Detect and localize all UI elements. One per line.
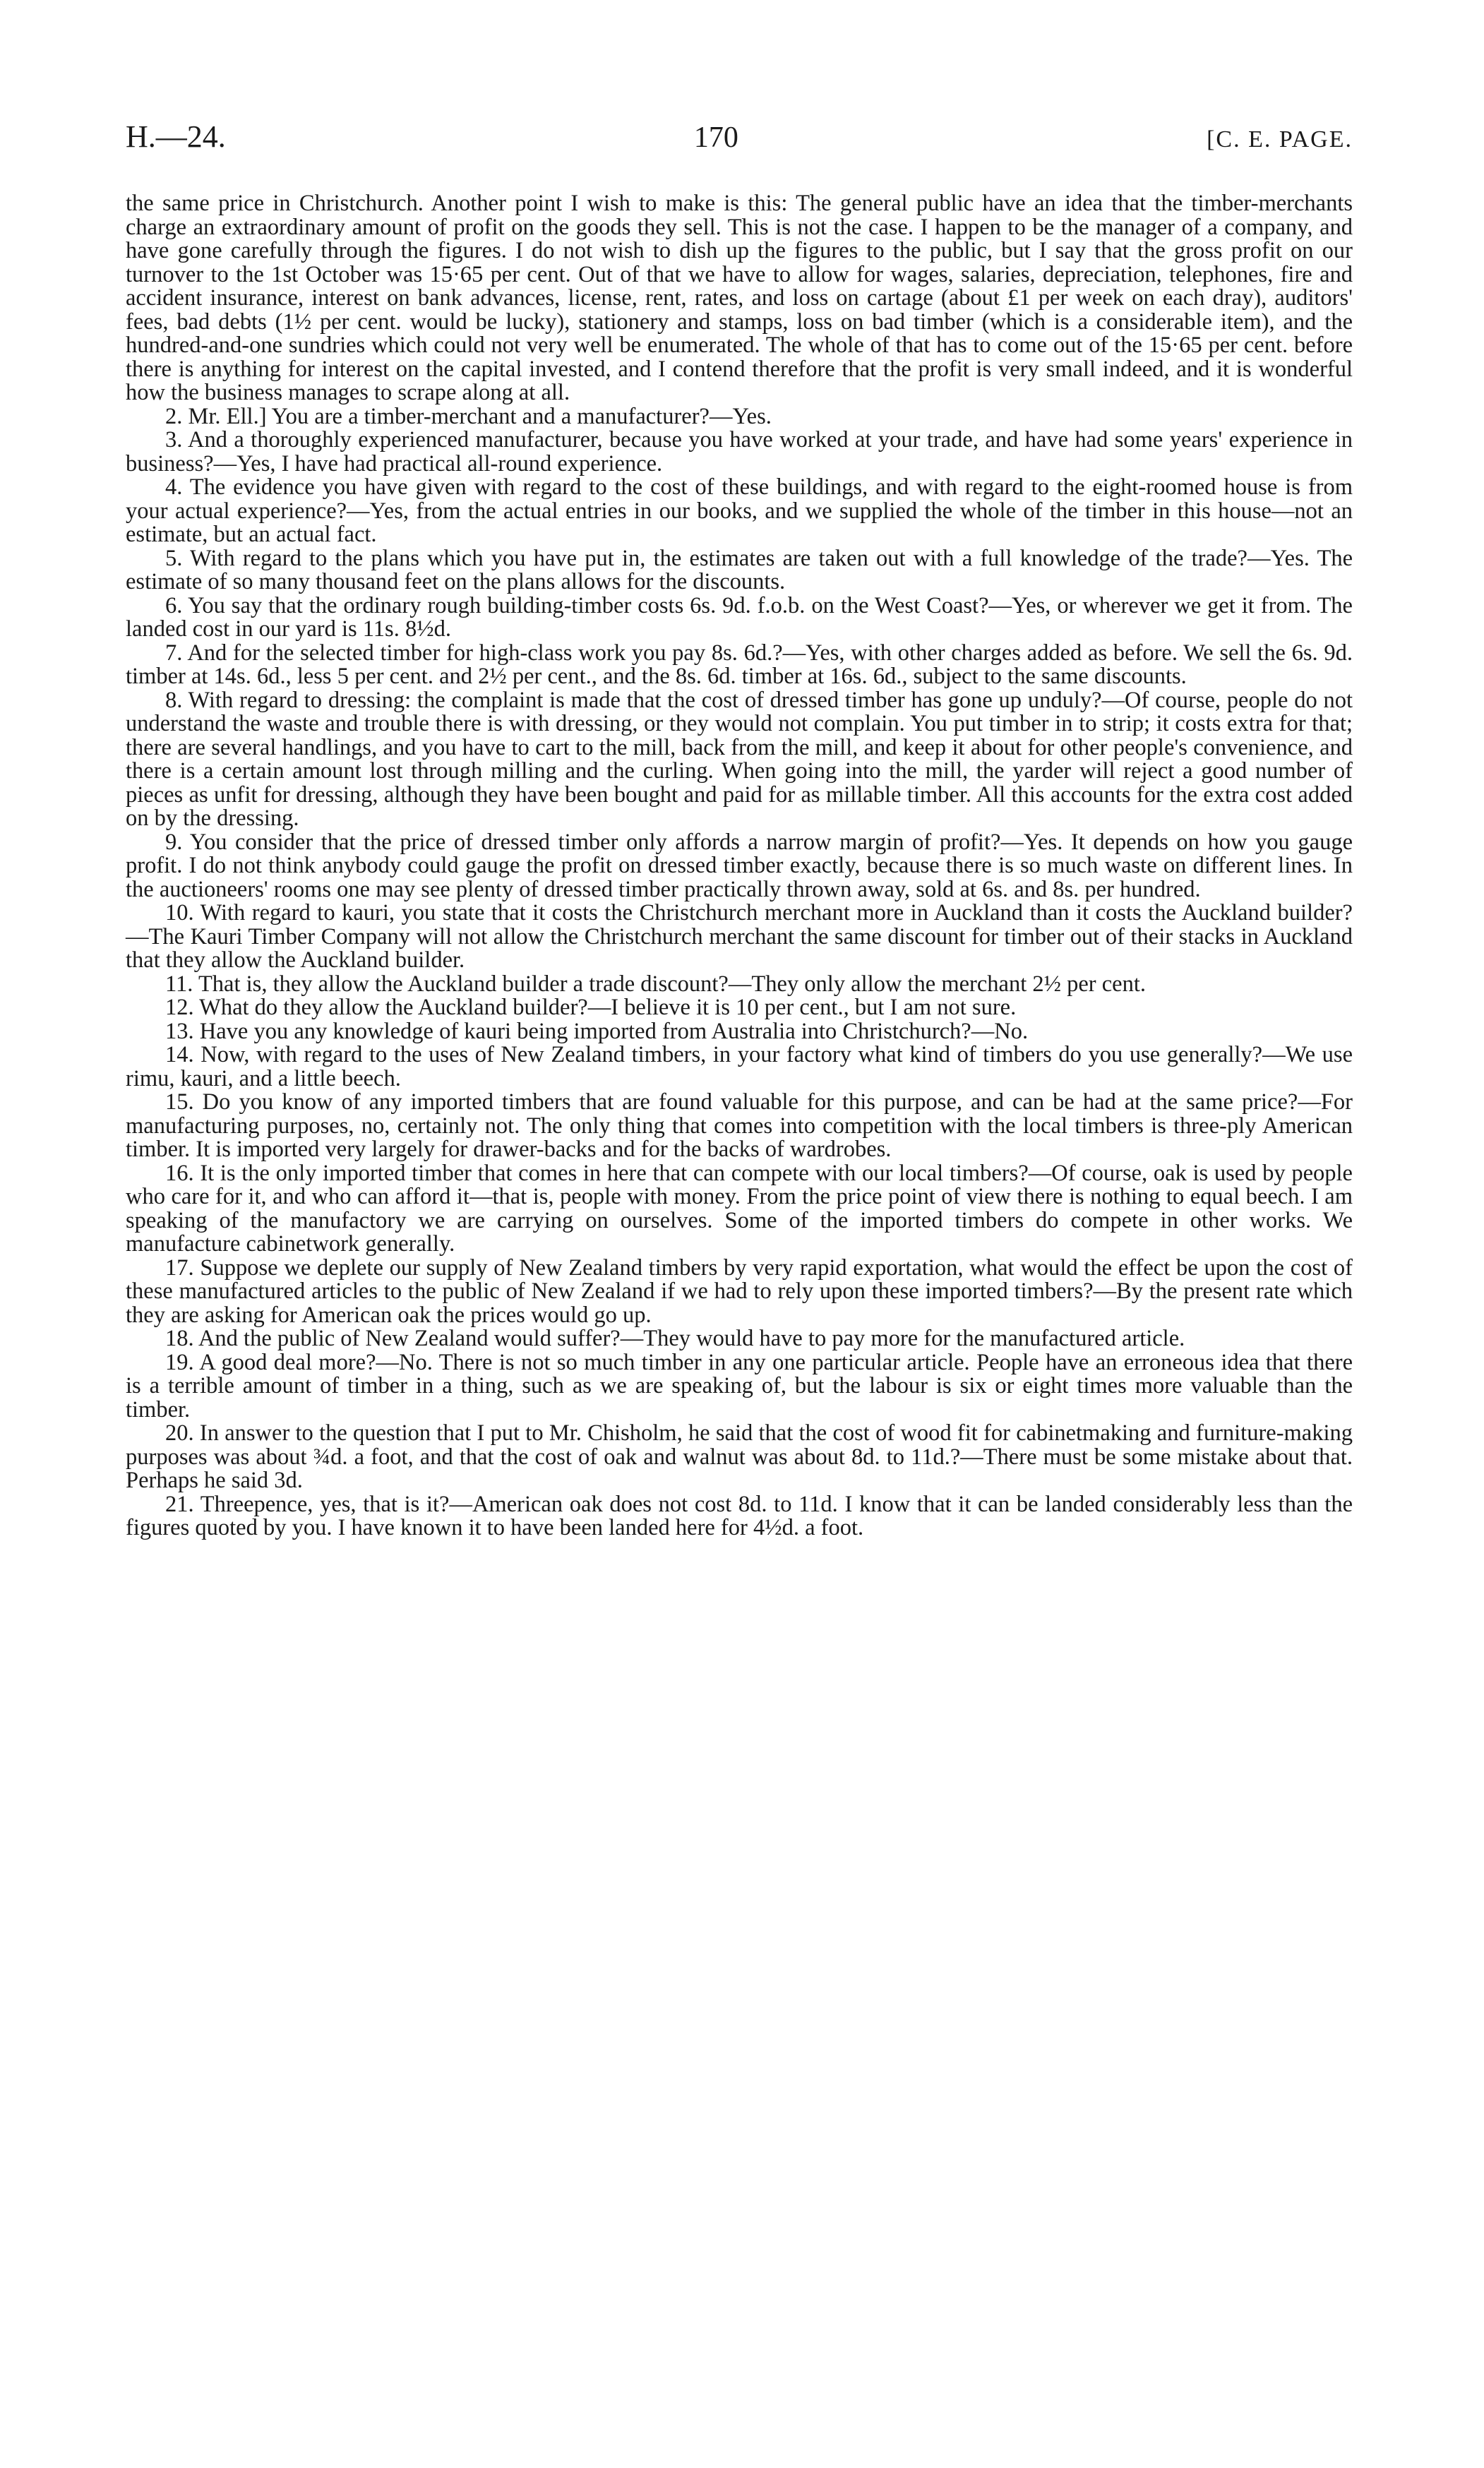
question-11: 11. That is, they allow the Auckland builder a trade discount?—They only allow the merchant 2½ per cent. <box>165 971 1146 997</box>
question-21: 21. Threepence, yes, that is it?—American oak does not cost 8d. to 11d. I know that it can be landed considerably less than the figures quoted by you. I have known it to have been landed here for 4½d. a foot. <box>126 1491 1353 1540</box>
question-16: 16. It is the only imported timber that comes in here that can compete with our local timbers?—Of course, oak is used by people who care for it, and who can afford it—that is, people with money. From the price point of view there is nothing to equal beech. I am speaking of the manufactory we are carrying on ourselves. Some of the imported timbers do compete in other works. We manufacture cabinetwork generally. <box>126 1160 1353 1257</box>
question-20: 20. In answer to the question that I put to Mr. Chisholm, he said that the cost of wood fit for cabinetmaking and furniture-making purposes was about ¾d. a foot, and that the cost of oak and walnut was about 8d. to 11d.?—There must be some mistake about that. Perhaps he said 3d. <box>126 1420 1353 1493</box>
question-8: 8. With regard to dressing: the complaint is made that the cost of dressed timber has gone up unduly?—Of course, people do not understand the waste and trouble there is with dressing, or they would not complain. You put timber in to strip; it costs extra for that; there are several handlings, and you have to cart to the mill, back from the mill, and keep it about for other people's convenience, and there is a certain amount lost through milling and the curling. When going into the mill, the yarder will reject a good number of pieces as unfit for dressing, although they have been bought and paid for as millable timber. All this accounts for the extra cost added on by the dressing. <box>126 687 1353 831</box>
question-4: 4. The evidence you have given with regard to the cost of these buildings, and with regard to the eight-roomed house is from your actual experience?—Yes, from the actual entries in our books, and we supplied the whole of the timber in this house—not an estimate, but an actual fact. <box>126 474 1353 547</box>
question-7: 7. And for the selected timber for high-class work you pay 8s. 6d.?—Yes, with other charges added as before. We sell the 6s. 9d. timber at 14s. 6d., less 5 per cent. and 2½ per cent., and the 8s. 6d. timber at 16s. 6d., subject to the same discounts. <box>126 640 1353 689</box>
question-18: 18. And the public of New Zealand would suffer?—They would have to pay more for the manufactured article. <box>165 1326 1185 1351</box>
question-9: 9. You consider that the price of dressed timber only affords a narrow margin of profit?—Yes. It depends on how you gauge profit. I do not think anybody could gauge the profit on dressed timber exactly, because there is so much waste on different lines. In the auctioneers' rooms one may see plenty of dressed timber practically thrown away, sold at 6s. and 8s. per hundred. <box>126 829 1353 902</box>
question-19: 19. A good deal more?—No. There is not so much timber in any one particular article. People have an erroneous idea that there is a terrible amount of timber in a thing, such as we are speaking of, but the labour is six or eight times more valuable than the timber. <box>126 1349 1353 1422</box>
paragraph-continuation: the same price in Christchurch. Another point I wish to make is this: The general public have an idea that the timber-merchants charge an extraordinary amount of profit on the goods they sell. This is not the case. I happen to be the manager of a company, and have gone carefully through the figures. I do not wish to dish up the figures to the public, but I say that the gross profit on our turnover to the 1st October was 15·65 per cent. Out of that we have to allow for wages, salaries, depreciation, telephones, fire and accident insurance, interest on bank advances, license, rent, rates, and loss on cartage (about £1 per week on each dray), auditors' fees, bad debts (1½ per cent. would be lucky), stationery and stamps, loss on bad timber (which is a considerable item), and the hundred-and-one sundries which could not very well be enumerated. The whole of that has to come out of the 15·65 per cent. before there is anything for interest on the capital invested, and I contend therefore that the profit is very small indeed, and it is wonderful how the business manages to scrape along at all. <box>126 191 1353 405</box>
body-text <box>126 192 1353 1540</box>
witness-name: [C. E. PAGE. <box>1207 126 1353 152</box>
question-15: 15. Do you know of any imported timbers that are found valuable for this purpose, and can be had at the same price?—For manufacturing purposes, no, certainly not. The only thing that comes into competition with the local timbers is three-ply American timber. It is imported very largely for drawer-backs and for the backs of wardrobes. <box>126 1089 1353 1162</box>
question-2: 2. Mr. Ell.] You are a timber-merchant and a manufacturer?—Yes. <box>165 403 772 429</box>
question-17: 17. Suppose we deplete our supply of New Zealand timbers by very rapid exportation, what would the effect be upon the cost of these manufactured articles to the public of New Zealand if we had to rely upon these imported timbers?—By the present rate which they are asking for American oak the prices would go up. <box>126 1254 1353 1328</box>
question-3: 3. And a thoroughly experienced manufacturer, because you have worked at your trade, and have had some years' experience in business?—Yes, I have had practical all-round experience. <box>126 427 1353 477</box>
question-10: 10. With regard to kauri, you state that it costs the Christchurch merchant more in Auckland than it costs the Auckland builder?—The Kauri Timber Company will not allow the Christchurch merchant the same discount for timber out of their stacks in Auckland that they allow the Auckland builder. <box>126 900 1353 973</box>
question-13: 13. Have you any knowledge of kauri being imported from Australia into Christchurch?—No. <box>165 1018 1029 1044</box>
question-14: 14. Now, with regard to the uses of New Zealand timbers, in your factory what kind of timbers do you use generally?—We use rimu, kauri, and a little beech. <box>126 1042 1353 1091</box>
report-id: H.—24. <box>126 119 226 154</box>
question-6: 6. You say that the ordinary rough building-timber costs 6s. 9d. f.o.b. on the West Coast?—Yes, or wherever we get it from. The landed cost in our yard is 11s. 8½d. <box>126 592 1353 642</box>
page-number: 170 <box>693 121 738 154</box>
question-12: 12. What do they allow the Auckland builder?—I believe it is 10 per cent., but I am not sure. <box>165 995 1017 1020</box>
page-header <box>126 119 1353 164</box>
question-5: 5. With regard to the plans which you have put in, the estimates are taken out with a full knowledge of the trade?—Yes. The estimate of so many thousand feet on the plans allows for the discounts. <box>126 545 1353 594</box>
